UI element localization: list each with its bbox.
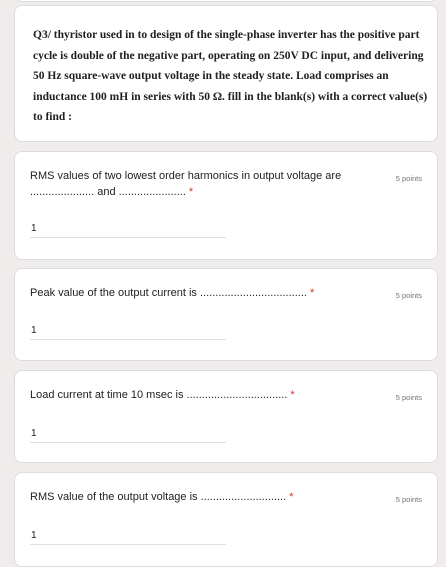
question-intro-text: Q3/ thyristor used in to design of the single-phase inverter has the positive part cycle is double of the negative part, operating on 250V DC input, and delivering 50 Hz square-wave output voltage in the steady state. Load comprises an inductance 100 mH in series with 50 Ω. fill in the blank(s) with a correct value(s) to find :	[33, 29, 428, 123]
question-card-4	[14, 472, 438, 567]
required-asterisk: *	[289, 491, 294, 503]
answer-input-1[interactable]	[30, 220, 226, 238]
question-title-4	[30, 490, 320, 506]
question-title-1-line2: ..................... and ......................	[30, 185, 186, 198]
question-title-1	[30, 169, 350, 200]
question-title-4-text: RMS value of the output voltage is ............................	[30, 491, 287, 503]
question-card-2	[14, 268, 438, 361]
question-card-1	[14, 151, 438, 260]
question-title-3-text: Load current at time 10 msec is .................................	[30, 389, 288, 401]
question-title-1-line1: RMS values of two lowest order harmonics in output voltage are	[30, 170, 342, 182]
question-card-3	[14, 370, 438, 463]
required-asterisk: *	[309, 287, 315, 299]
points-label-1: 5 points	[395, 174, 422, 183]
answer-input-4[interactable]	[30, 527, 226, 545]
previous-card-edge	[14, 0, 438, 2]
required-asterisk: *	[188, 185, 194, 198]
answer-input-2[interactable]	[30, 322, 226, 340]
question-title-3	[30, 388, 320, 404]
question-title-2-text: Peak value of the output current is ...................................	[30, 287, 307, 299]
points-label-2: 5 points	[395, 291, 422, 300]
answer-input-3[interactable]	[30, 425, 226, 443]
required-asterisk: *	[290, 389, 295, 401]
points-label-3: 5 points	[395, 393, 422, 402]
question-title-2	[30, 286, 320, 302]
question-intro-card	[14, 5, 438, 142]
points-label-4: 5 points	[395, 495, 422, 504]
